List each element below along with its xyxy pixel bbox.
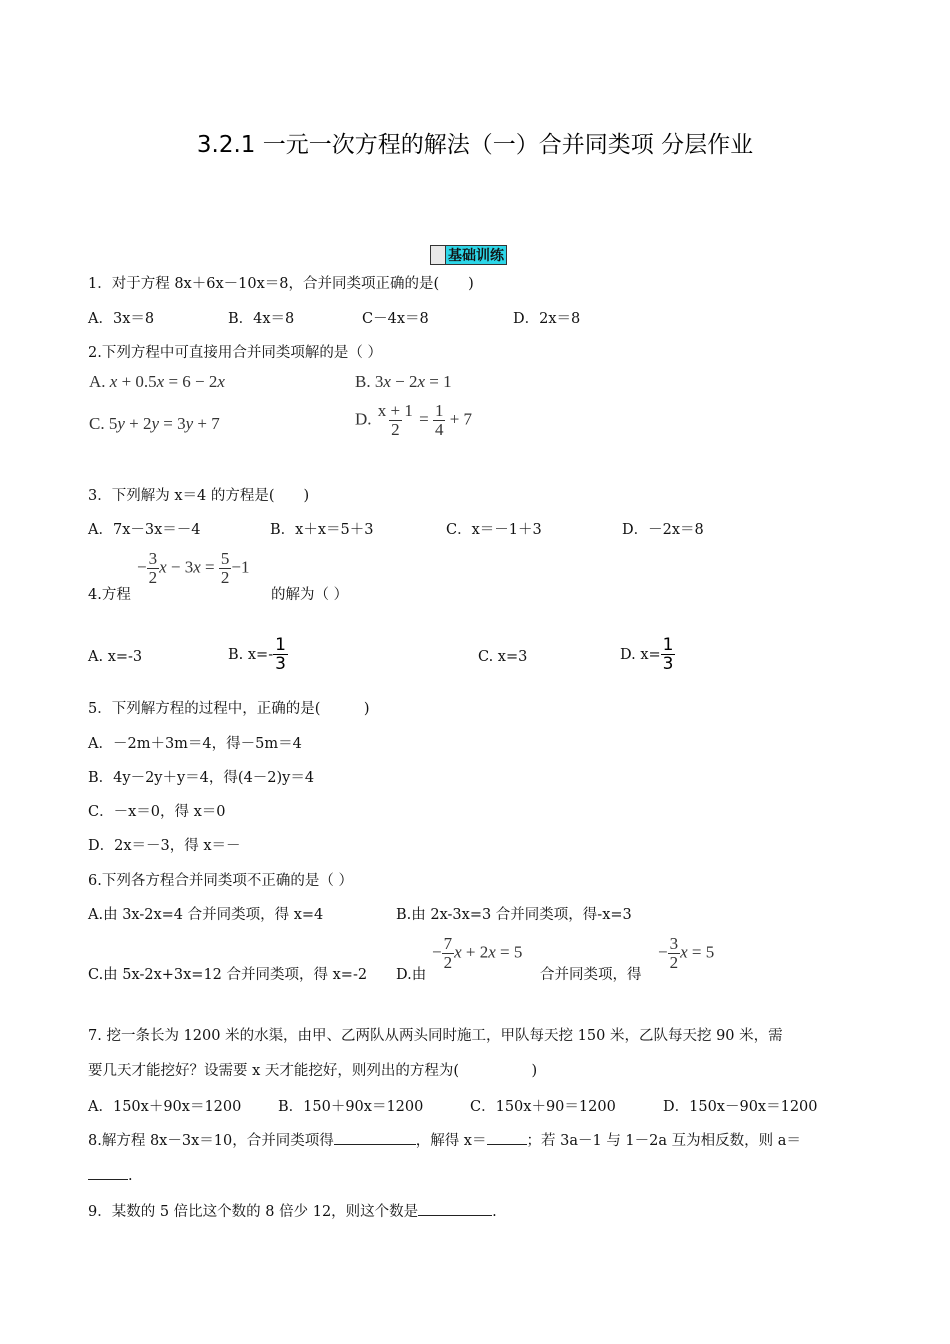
q2-option-c: C. 5y + 2y = 3y + 7 xyxy=(89,414,220,433)
q3-option-a: A．7x－3x＝－4 xyxy=(88,522,201,538)
q6-stem: 6.下列各方程合并同类项不正确的是（ ） xyxy=(88,873,353,889)
q4-option-a: A. x=-3 xyxy=(88,649,143,665)
q2-option-a: A. x + 0.5x = 6 − 2x xyxy=(89,372,225,391)
q4-d-fraction xyxy=(661,636,676,673)
q4-fraction-2 xyxy=(219,550,232,587)
q4-d-num: 1 xyxy=(662,635,674,655)
q2-option-a-label: A. xyxy=(89,372,106,391)
q8-end: . xyxy=(128,1168,133,1184)
q9-text: 9．某数的 5 倍比这个数的 8 倍少 12，则这个数是 xyxy=(88,1204,419,1220)
q9-line xyxy=(88,1200,497,1221)
q4-option-b xyxy=(228,636,288,673)
q6-option-d-mid: 合并同类项，得 xyxy=(540,967,642,983)
q4-d-prefix: D. x= xyxy=(620,646,661,663)
page-title: 3.2.1 一元一次方程的解法（一）合并同类项 分层作业 xyxy=(196,132,754,158)
q8-blank-3[interactable] xyxy=(88,1165,128,1180)
q7-option-a: A．150x＋90x＝1200 xyxy=(88,1099,242,1115)
q6-d-equation-2: − $\frac{3}{2}$ x = 5 xyxy=(658,934,715,972)
q7-option-b: B．150＋90x＝1200 xyxy=(278,1099,424,1115)
q4-d-den: 3 xyxy=(662,654,674,674)
q2-d-num2: 1 xyxy=(434,401,444,420)
q7-option-d: D．150x－90x＝1200 xyxy=(663,1099,818,1115)
q7-option-c: C．150x＋90＝1200 xyxy=(470,1099,616,1115)
q3-option-b: B．x＋x＝5＋3 xyxy=(270,522,374,538)
q2-option-c-label: C. xyxy=(89,414,105,433)
q8-blank-2[interactable] xyxy=(487,1130,527,1145)
q2-option-b: B. 3x − 2x = 1 xyxy=(355,372,452,391)
q4-option-d xyxy=(620,636,675,673)
q6-f2-num: 3 xyxy=(669,934,679,953)
q2-option-b-label: B. xyxy=(355,372,371,391)
q2-d-eq: = xyxy=(419,409,429,429)
q6-option-c: C.由 5x-2x+3x=12 合并同类项，得 x=-2 xyxy=(88,967,368,983)
q2-d-fraction-1 xyxy=(376,402,415,439)
section-marker xyxy=(430,245,446,265)
q1-option-a: A．3x＝8 xyxy=(88,311,155,327)
q6-f2-den: 2 xyxy=(669,953,679,972)
q5-option-d: D．2x＝－3，得 x＝－ xyxy=(88,838,241,854)
q4-b-den: 3 xyxy=(275,654,286,674)
q2-d-den2: 4 xyxy=(434,420,444,439)
q4-fraction-1 xyxy=(147,550,160,587)
q7-stem-line2: 要几天才能挖好？设需要 x 天才能挖好，则列出的方程为( ) xyxy=(88,1063,538,1079)
q4-f2-num: 5 xyxy=(220,549,230,568)
q3-option-c: C．x＝－1＋3 xyxy=(446,522,542,538)
q6-f1-den: 2 xyxy=(443,953,453,972)
q2-option-d-label: D. xyxy=(355,409,372,429)
q1-option-c: C－4x＝8 xyxy=(362,311,429,327)
q5-option-a: A．－2m＋3m＝4，得－5m＝4 xyxy=(88,736,302,752)
q9-end: . xyxy=(492,1204,497,1220)
q6-option-a: A.由 3x-2x=4 合并同类项，得 x=4 xyxy=(88,907,324,923)
q3-option-d: D．－2x＝8 xyxy=(622,522,704,538)
q9-blank[interactable] xyxy=(418,1201,492,1216)
section-header xyxy=(430,245,507,265)
q2-stem: 2.下列方程中可直接用合并同类项解的是（ ） xyxy=(88,345,382,361)
q6-option-b: B.由 2x-3x=3 合并同类项，得-x=3 xyxy=(396,907,632,923)
q8-blank-1[interactable] xyxy=(334,1130,416,1145)
q5-option-b: B．4y－2y＋y＝4，得(4－2)y＝4 xyxy=(88,770,315,786)
q7-stem-line1: 7. 挖一条长为 1200 米的水渠，由甲、乙两队从两头同时施工，甲队每天挖 150 米，乙队每天挖 90 米，需 xyxy=(88,1028,783,1044)
q4-f2-den: 2 xyxy=(220,568,230,587)
q8-text-3: ；若 3a－1 与 1－2a 互为相反数，则 a＝ xyxy=(526,1133,801,1149)
q2-d-num1: x + 1 xyxy=(377,401,413,420)
q4-equation: − $\frac{3}{2}$ x − 3x = $\frac{5}{2}$ −1 xyxy=(137,549,250,587)
q6-f1-num: 7 xyxy=(443,934,453,953)
q1-stem: 1．对于方程 8x＋6x－10x＝8，合并同类项正确的是( ) xyxy=(88,276,474,292)
q6-d-equation-1: − $\frac{7}{2}$ x + 2x = 5 xyxy=(432,934,523,972)
q4-suffix: 的解为（ ） xyxy=(271,587,349,603)
q2-d-den1: 2 xyxy=(391,420,400,439)
section-label: 基础训练 xyxy=(446,245,507,265)
q4-b-prefix: B. x=- xyxy=(228,646,274,663)
q2-option-d xyxy=(355,402,472,439)
q8-line2 xyxy=(88,1165,133,1184)
q6-d-fraction-2 xyxy=(668,935,681,972)
q5-option-c: C．－x＝0，得 x＝0 xyxy=(88,804,226,820)
q8-text-1: 8.解方程 8x－3x＝10，合并同类项得 xyxy=(88,1133,334,1149)
q4-f1-num: 3 xyxy=(148,549,158,568)
q5-stem: 5．下列解方程的过程中，正确的是( ) xyxy=(88,701,370,717)
q4-prefix: 4.方程 xyxy=(88,587,131,603)
q2-d-tail: + 7 xyxy=(449,409,473,429)
q8-line1 xyxy=(88,1129,801,1150)
q4-b-fraction xyxy=(273,636,288,673)
q6-d-fraction-1 xyxy=(442,935,455,972)
q1-option-d: D．2x＝8 xyxy=(513,311,581,327)
q4-option-c: C. x=3 xyxy=(478,649,528,665)
q4-f1-den: 2 xyxy=(148,568,158,587)
q2-d-fraction-2 xyxy=(433,402,446,439)
q3-stem: 3．下列解为 x＝4 的方程是( ) xyxy=(88,488,310,504)
q4-b-num: 1 xyxy=(275,635,286,655)
q1-option-b: B．4x＝8 xyxy=(228,311,295,327)
q8-text-2: ，解得 x＝ xyxy=(415,1133,487,1149)
q6-option-d-prefix: D.由 xyxy=(396,967,427,983)
